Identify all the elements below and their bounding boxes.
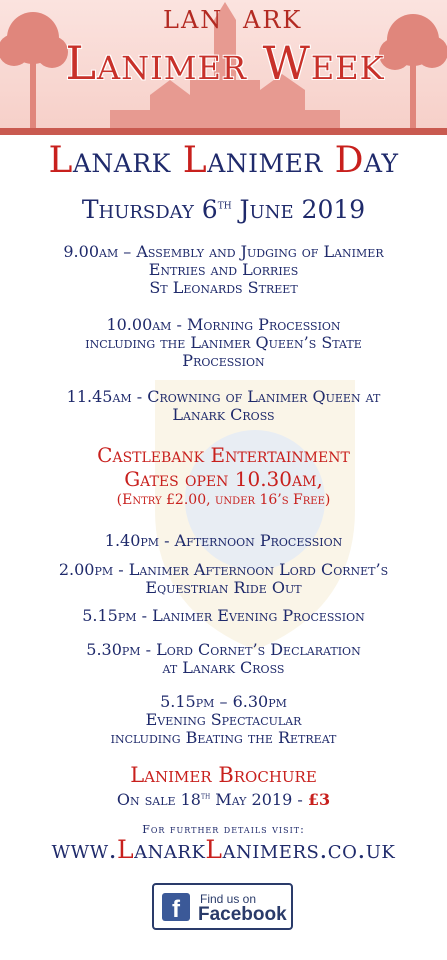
url-part: animers (222, 835, 320, 864)
schedule-item-ride-out (0, 561, 447, 597)
schedule-line: at Lanark Cross (162, 658, 285, 677)
schedule-line: 10.00am - Morning Procession (106, 315, 341, 334)
schedule-line: 1.40pm - Afternoon Procession (104, 531, 343, 550)
brochure-word-a: animer (144, 763, 219, 787)
schedule-line: Lanark Cross (172, 405, 275, 424)
schedule-line: 5.15pm - Lanimer Evening Procession (82, 606, 365, 625)
facebook-find-us: Find us on (200, 892, 257, 906)
page-title (0, 140, 447, 181)
brochure-sale (0, 790, 447, 809)
schedule-line: including Beating the Retreat (110, 728, 337, 747)
title-initial-3: D (334, 140, 364, 181)
schedule-line: Entries and Lorries (148, 260, 299, 279)
event-date (0, 195, 447, 224)
sale-prefix: On sale 18 (116, 790, 201, 809)
schedule-item-afternoon-procession (0, 532, 447, 550)
title-word-3: ay (364, 140, 399, 181)
url-part: www. (51, 835, 118, 864)
facebook-badge[interactable] (152, 883, 293, 930)
title-initial-2: L (182, 140, 208, 181)
schedule-item-crowning (0, 388, 447, 424)
schedule-item-assembly (0, 243, 447, 297)
title-word-2: animer (207, 140, 335, 181)
schedule-item-declaration (0, 641, 447, 677)
banner-top-left: LAN (163, 6, 224, 34)
sale-sup: th (200, 791, 211, 802)
url-part: anark (134, 835, 206, 864)
lanimer-week-banner (0, 0, 447, 135)
schedule-line: 5.30pm - Lord Cornet’s Declaration (86, 640, 361, 659)
brochure-word-b: rochure (233, 763, 317, 787)
brochure-initial-a: L (130, 763, 145, 787)
banner-main-title: Lanimer Week (65, 36, 385, 90)
url-part: L (117, 835, 135, 864)
schedule-item-evening-procession (0, 607, 447, 625)
schedule-line: Equestrian Ride Out (145, 578, 302, 597)
date-prefix: Thursday 6 (81, 195, 218, 224)
facebook-logo-icon: f (162, 893, 190, 921)
date-suffix: June 2019 (231, 195, 366, 224)
schedule-line: Procession (182, 351, 265, 370)
schedule-line: including the Lanimer Queen’s State (85, 333, 362, 352)
castlebank-gates: Gates open 10.30am, (124, 467, 323, 491)
brochure-title (0, 763, 447, 787)
schedule-line: 9.00am – Assembly and Judging of Lanimer (63, 242, 384, 261)
brochure-initial-b: B (218, 763, 234, 787)
schedule-item-morning-procession (0, 316, 447, 370)
banner-top-right: ARK (243, 6, 303, 34)
schedule-line: 5.15pm – 6.30pm (160, 692, 287, 711)
website-url[interactable] (0, 835, 447, 864)
castlebank-entry: (Entry £2.00, under 16’s Free) (116, 492, 331, 508)
url-part: L (205, 835, 223, 864)
title-word-1: anark (72, 140, 183, 181)
date-sup: th (217, 197, 232, 213)
schedule-line: 11.45am - Crowning of Lanimer Queen at (66, 387, 381, 406)
schedule-item-evening-spectacular (0, 693, 447, 747)
title-initial-1: L (48, 140, 73, 181)
brochure-price: £3 (307, 790, 331, 809)
schedule-line: Evening Spectacular (145, 710, 302, 729)
facebook-wordmark: Facebook (198, 904, 287, 925)
sale-mid: May 2019 - (210, 790, 308, 809)
footer-details: For further details visit: (142, 823, 305, 836)
schedule-line: St Leonards Street (149, 278, 298, 297)
schedule-line: 2.00pm - Lanimer Afternoon Lord Cornet’s (58, 560, 389, 579)
url-part: .co.uk (319, 835, 396, 864)
castlebank-heading: Castlebank Entertainment (97, 443, 350, 467)
